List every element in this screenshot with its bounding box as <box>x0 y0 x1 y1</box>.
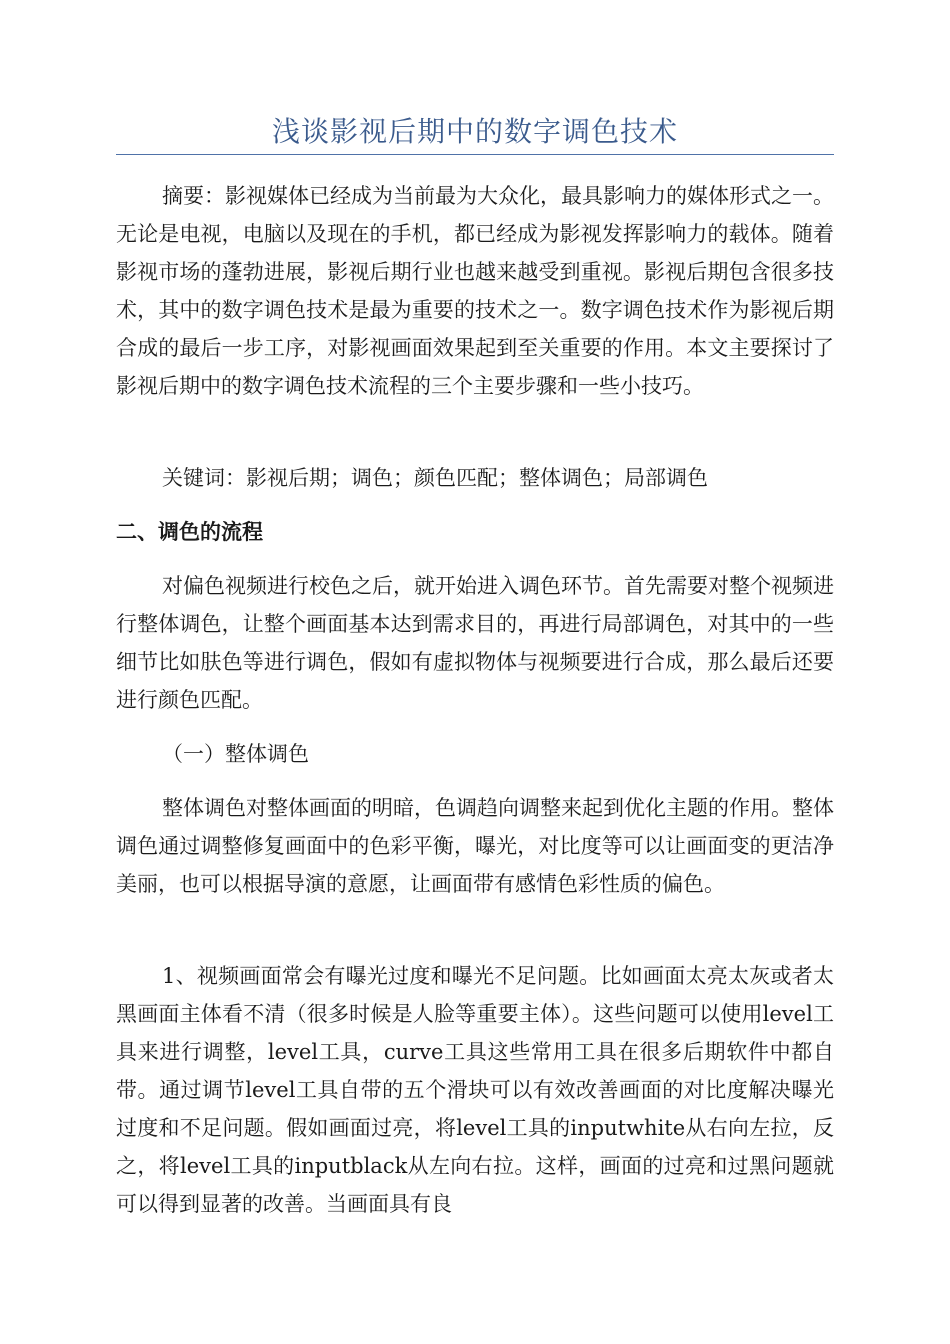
section-paragraph-process: 对偏色视频进行校色之后，就开始进入调色环节。首先需要对整个视频进行整体调色，让整个画面基本达到需求目的，再进行局部调色，对其中的一些细节比如肤色等进行调色，假如有虚拟物体与视频要进行合成，那么最后还要进行颜色匹配。 <box>116 574 834 712</box>
section-heading-process: 二、调色的流程 <box>116 520 263 544</box>
title-underline <box>116 154 834 155</box>
point-paragraph-exposure: 1、视频画面常会有曝光过度和曝光不足问题。比如画面太亮太灰或者太黑画面主体看不清（很多时候是人脸等重要主体）。这些问题可以使用level工具来进行调整，level工具，curve工具这些常用工具在很多后期软件中都自带。通过调节level工具自带的五个滑块可以有效改善画面的对比度解决曝光过度和不足问题。假如画面过亮，将level工具的inputwhite从右向左拉，反之，将level工具的inputblack从左向右拉。这样，画面的过亮和过黑问题就可以得到显著的改善。当画面具有良 <box>116 964 834 1216</box>
abstract-paragraph: 摘要：影视媒体已经成为当前最为大众化，最具影响力的媒体形式之一。无论是电视，电脑以及现在的手机，都已经成为影视发挥影响力的载体。随着影视市场的蓬勃进展，影视后期行业也越来越受到重视。影视后期包含很多技术，其中的数字调色技术是最为重要的技术之一。数字调色技术作为影视后期合成的最后一步工序，对影视画面效果起到至关重要的作用。本文主要探讨了影视后期中的数字调色技术流程的三个主要步骤和一些小技巧。 <box>116 184 834 398</box>
document-title: 浅谈影视后期中的数字调色技术 <box>271 115 678 148</box>
subsection-heading-overall: （一）整体调色 <box>162 742 309 766</box>
keywords-paragraph: 关键词：影视后期；调色；颜色匹配；整体调色；局部调色 <box>162 466 708 490</box>
subsection-paragraph-overall: 整体调色对整体画面的明暗，色调趋向调整来起到优化主题的作用。整体调色通过调整修复画面中的色彩平衡，曝光，对比度等可以让画面变的更洁净美丽，也可以根据导演的意愿，让画面带有感情色彩性质的偏色。 <box>116 796 834 896</box>
